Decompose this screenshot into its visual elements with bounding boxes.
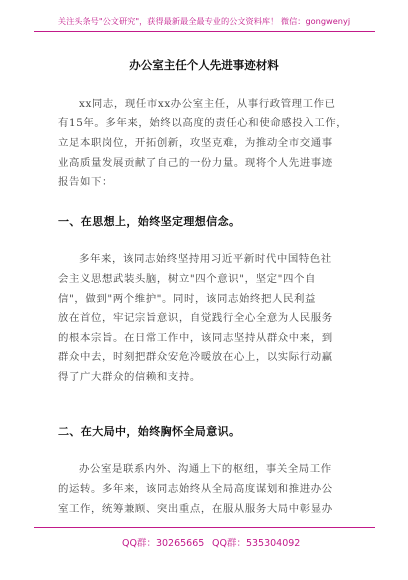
section1-line: 会主义思想武装头脑，树立"四个意识"，坚定"四个自 [58,273,316,285]
section1-line: 放在首位，牢记宗旨意识，自觉践行全心全意为人民服务 [58,312,333,324]
header-banner: 关注头条号"公文研究"，获得最新最全最专业的公文资料库！ 微信：gongwenyj [57,16,351,26]
footer-qq-group-2: QQ群：535304092 [212,538,301,549]
section-heading-1: 一、在思想上，始终坚定理想信念。 [58,215,241,228]
intro-line: 立足本职岗位，开拓创新，攻坚克难，为推动全市交通事 [58,137,333,149]
document-title: 办公室主任个人先进事迹材料 [129,58,279,72]
header-divider [34,31,375,32]
intro-line: 业高质量发展贡献了自己的一份力量。现将个人先进事迹 [58,157,333,169]
section1-line: 信"，做到"两个维护"。同时，该同志始终把人民利益 [58,293,316,305]
section1-line: 多年来，该同志始终坚持用习近平新时代中国特色社 [79,253,332,265]
section-heading-2: 二、在大局中，始终胸怀全局意识。 [58,425,241,438]
footer-divider [34,527,375,528]
intro-line: 报告如下： [58,176,113,188]
footer-qq-group-1: QQ群：30265665 [122,538,205,549]
section1-line: 的根本宗旨。在日常工作中，该同志坚持从群众中来，到 [58,332,333,344]
intro-line: 有15年。多年来，始终以高度的责任心和使命感投入工作， [58,117,348,129]
section1-line: 群众中去，时刻把群众安危冷暖放在心上，以实际行动赢 [58,351,333,363]
section2-line: 办公室是联系内外、沟通上下的枢纽，事关全局工作 [79,463,332,475]
section2-line: 的运转。多年来，该同志始终从全局高度谋划和推进办公 [58,483,333,495]
intro-line: xx同志，现任市xx办公室主任，从事行政管理工作已 [79,98,336,110]
section2-line: 室工作，统筹兼顾、突出重点，在服从服务大局中彰显办 [58,503,333,515]
section1-line: 得了广大群众的信赖和支持。 [58,371,201,383]
